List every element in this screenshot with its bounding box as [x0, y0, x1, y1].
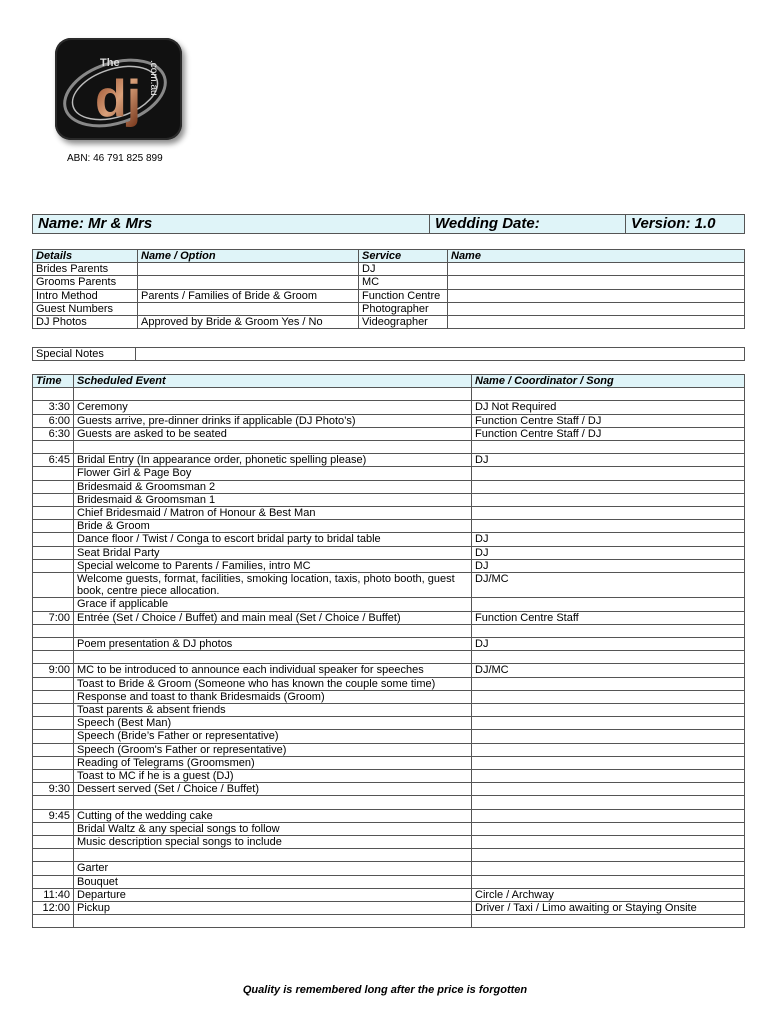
event-time[interactable]: [33, 915, 74, 928]
event-time[interactable]: [33, 507, 74, 520]
schedule-row: [33, 520, 745, 533]
service-name[interactable]: [448, 316, 745, 329]
event-coordinator[interactable]: Function Centre Staff / DJ: [472, 414, 745, 427]
event-time[interactable]: 9:45: [33, 809, 74, 822]
service-name[interactable]: [448, 302, 745, 315]
event-time[interactable]: [33, 730, 74, 743]
service-name-column-header: Name: [448, 250, 745, 263]
event-description[interactable]: Flower Girl & Page Boy: [74, 467, 472, 480]
event-time[interactable]: 3:30: [33, 401, 74, 414]
event-time[interactable]: 9:30: [33, 783, 74, 796]
version-label: Version: 1.0: [626, 215, 745, 234]
event-description[interactable]: Special welcome to Parents / Families, intro MC: [74, 559, 472, 572]
service-label: Function Centre: [359, 289, 448, 302]
schedule-row: [33, 401, 745, 414]
schedule-row: [33, 888, 745, 901]
event-time[interactable]: 7:00: [33, 611, 74, 624]
event-coordinator[interactable]: [472, 915, 745, 928]
schedule-row: [33, 770, 745, 783]
schedule-row: [33, 427, 745, 440]
event-coordinator[interactable]: [472, 467, 745, 480]
event-time[interactable]: [33, 573, 74, 598]
event-coordinator[interactable]: [472, 783, 745, 796]
event-coordinator[interactable]: DJ: [472, 546, 745, 559]
event-time[interactable]: [33, 796, 74, 809]
schedule-row: [33, 651, 745, 664]
event-description[interactable]: Cutting of the wedding cake: [74, 809, 472, 822]
schedule-row: [33, 730, 745, 743]
service-label: MC: [359, 276, 448, 289]
event-description[interactable]: Poem presentation & DJ photos: [74, 638, 472, 651]
event-time[interactable]: [33, 520, 74, 533]
detail-label: Brides Parents: [33, 263, 138, 276]
event-description[interactable]: [74, 915, 472, 928]
event-coordinator[interactable]: DJ Not Required: [472, 401, 745, 414]
event-description[interactable]: Guests arrive, pre-dinner drinks if applicable (DJ Photo’s): [74, 414, 472, 427]
schedule-row: [33, 573, 745, 598]
event-time[interactable]: 6:30: [33, 427, 74, 440]
event-time[interactable]: [33, 836, 74, 849]
event-time[interactable]: [33, 875, 74, 888]
event-description[interactable]: [74, 388, 472, 401]
event-coordinator[interactable]: [472, 796, 745, 809]
schedule-row: [33, 624, 745, 637]
event-coordinator[interactable]: DJ: [472, 533, 745, 546]
event-time[interactable]: [33, 388, 74, 401]
event-time[interactable]: [33, 638, 74, 651]
schedule-row: [33, 783, 745, 796]
event-description[interactable]: Welcome guests, format, facilities, smoking location, taxis, photo booth, guest book, centre piece allocation.: [74, 573, 472, 598]
service-label: Photographer: [359, 302, 448, 315]
schedule-row: [33, 467, 745, 480]
dj-logo-graphic: [55, 38, 182, 140]
event-description[interactable]: Speech (Best Man): [74, 717, 472, 730]
event-coordinator[interactable]: [472, 677, 745, 690]
event-description[interactable]: Ceremony: [74, 401, 472, 414]
event-coordinator[interactable]: [472, 849, 745, 862]
event-time[interactable]: [33, 559, 74, 572]
schedule-row: [33, 915, 745, 928]
event-description[interactable]: Toast to MC if he is a guest (DJ): [74, 770, 472, 783]
service-label: Videographer: [359, 316, 448, 329]
schedule-row: [33, 822, 745, 835]
service-column-header: Service: [359, 250, 448, 263]
event-description[interactable]: Bridal Entry (In appearance order, phonetic spelling please): [74, 454, 472, 467]
event-time[interactable]: [33, 770, 74, 783]
event-description[interactable]: Dance floor / Twist / Conga to escort bridal party to bridal table: [74, 533, 472, 546]
option-column-header: Name / Option: [138, 250, 359, 263]
event-time[interactable]: [33, 624, 74, 637]
event-column-header: Scheduled Event: [74, 375, 472, 388]
event-coordinator[interactable]: [472, 822, 745, 835]
schedule-row: [33, 454, 745, 467]
event-description[interactable]: Toast to Bride & Groom (Someone who has known the couple some time): [74, 677, 472, 690]
event-time[interactable]: [33, 546, 74, 559]
event-coordinator[interactable]: [472, 388, 745, 401]
details-table: [32, 249, 745, 329]
svg-text:.com.au: .com.au: [148, 60, 159, 96]
details-header-row: [33, 250, 745, 263]
event-description[interactable]: Response and toast to thank Bridesmaids (Groom): [74, 690, 472, 703]
details-row: [33, 289, 745, 302]
event-coordinator[interactable]: [472, 730, 745, 743]
event-coordinator[interactable]: [472, 690, 745, 703]
schedule-row: [33, 902, 745, 915]
event-coordinator[interactable]: [472, 493, 745, 506]
event-coordinator[interactable]: DJ: [472, 559, 745, 572]
event-coordinator[interactable]: Function Centre Staff / DJ: [472, 427, 745, 440]
detail-option[interactable]: Approved by Bride & Groom Yes / No: [138, 316, 359, 329]
svg-text:The: The: [100, 57, 120, 69]
event-coordinator[interactable]: DJ: [472, 454, 745, 467]
schedule-row: [33, 809, 745, 822]
event-time[interactable]: 12:00: [33, 902, 74, 915]
schedule-row: [33, 862, 745, 875]
event-time[interactable]: [33, 822, 74, 835]
schedule-row: [33, 546, 745, 559]
schedule-header-row: [33, 375, 745, 388]
schedule-row: [33, 638, 745, 651]
event-description[interactable]: MC to be introduced to announce each individual speaker for speeches: [74, 664, 472, 677]
event-time[interactable]: [33, 493, 74, 506]
event-time[interactable]: [33, 743, 74, 756]
schedule-row: [33, 414, 745, 427]
event-time[interactable]: [33, 480, 74, 493]
special-notes-field[interactable]: [136, 348, 745, 361]
details-column-header: Details: [33, 250, 138, 263]
schedule-row: [33, 690, 745, 703]
event-description[interactable]: Bouquet: [74, 875, 472, 888]
service-name[interactable]: [448, 276, 745, 289]
schedule-table: [32, 374, 745, 928]
event-description[interactable]: [74, 624, 472, 637]
schedule-row: [33, 717, 745, 730]
event-time[interactable]: [33, 717, 74, 730]
event-description[interactable]: Dessert served (Set / Choice / Buffet): [74, 783, 472, 796]
details-row: [33, 263, 745, 276]
schedule-row: [33, 677, 745, 690]
schedule-row: [33, 704, 745, 717]
abn-number: ABN: 46 791 825 899: [67, 153, 163, 164]
event-coordinator[interactable]: [472, 651, 745, 664]
time-column-header: Time: [33, 375, 74, 388]
event-coordinator[interactable]: [472, 875, 745, 888]
event-coordinator[interactable]: Function Centre Staff: [472, 611, 745, 624]
event-description[interactable]: Bridesmaid & Groomsman 1: [74, 493, 472, 506]
event-description[interactable]: Toast parents & absent friends: [74, 704, 472, 717]
footer-tagline: Quality is remembered long after the price is forgotten: [242, 984, 528, 996]
schedule-row: [33, 756, 745, 769]
special-notes-label: Special Notes: [33, 348, 136, 361]
event-description[interactable]: Music description special songs to include: [74, 836, 472, 849]
event-time[interactable]: [33, 849, 74, 862]
event-coordinator[interactable]: Driver / Taxi / Limo awaiting or Staying Onsite: [472, 902, 745, 915]
schedule-row: [33, 796, 745, 809]
schedule-row: [33, 507, 745, 520]
event-time[interactable]: 11:40: [33, 888, 74, 901]
event-description[interactable]: Speech (Bride’s Father or representative): [74, 730, 472, 743]
event-coordinator[interactable]: DJ/MC: [472, 573, 745, 598]
event-time[interactable]: [33, 704, 74, 717]
schedule-row: [33, 441, 745, 454]
event-time[interactable]: 6:00: [33, 414, 74, 427]
event-time[interactable]: [33, 441, 74, 454]
event-time[interactable]: [33, 862, 74, 875]
event-description[interactable]: Reading of Telegrams (Groomsmen): [74, 756, 472, 769]
schedule-row: [33, 836, 745, 849]
detail-label: Grooms Parents: [33, 276, 138, 289]
event-coordinator[interactable]: [472, 480, 745, 493]
event-time[interactable]: [33, 756, 74, 769]
svg-text:dj: dj: [95, 70, 142, 128]
schedule-row: [33, 388, 745, 401]
event-time[interactable]: 9:00: [33, 664, 74, 677]
event-description[interactable]: [74, 796, 472, 809]
event-coordinator[interactable]: DJ: [472, 638, 745, 651]
wedding-date[interactable]: Wedding Date:: [430, 215, 626, 234]
event-coordinator[interactable]: [472, 520, 745, 533]
detail-option[interactable]: [138, 276, 359, 289]
event-description[interactable]: Bride & Groom: [74, 520, 472, 533]
company-logo: [55, 38, 182, 140]
schedule-row: [33, 493, 745, 506]
event-description[interactable]: [74, 849, 472, 862]
details-row: [33, 316, 745, 329]
client-name[interactable]: Name: Mr & Mrs: [33, 215, 430, 234]
detail-label: Guest Numbers: [33, 302, 138, 315]
event-coordinator[interactable]: [472, 862, 745, 875]
event-coordinator[interactable]: [472, 836, 745, 849]
schedule-row: [33, 559, 745, 572]
schedule-row: [33, 598, 745, 611]
schedule-row: [33, 849, 745, 862]
detail-label: Intro Method: [33, 289, 138, 302]
event-coordinator[interactable]: [472, 770, 745, 783]
schedule-row: [33, 480, 745, 493]
event-coordinator[interactable]: [472, 717, 745, 730]
event-description[interactable]: Bridesmaid & Groomsman 2: [74, 480, 472, 493]
event-time[interactable]: 6:45: [33, 454, 74, 467]
event-description[interactable]: Grace if applicable: [74, 598, 472, 611]
schedule-row: [33, 743, 745, 756]
event-description[interactable]: Bridal Waltz & any special songs to follow: [74, 822, 472, 835]
service-name[interactable]: [448, 263, 745, 276]
coordinator-column-header: Name / Coordinator / Song: [472, 375, 745, 388]
event-coordinator[interactable]: [472, 624, 745, 637]
details-row: [33, 276, 745, 289]
event-description[interactable]: [74, 651, 472, 664]
event-coordinator[interactable]: [472, 507, 745, 520]
event-coordinator[interactable]: [472, 809, 745, 822]
event-coordinator[interactable]: [472, 756, 745, 769]
schedule-row: [33, 611, 745, 624]
event-description[interactable]: [74, 441, 472, 454]
service-label: DJ: [359, 263, 448, 276]
event-time[interactable]: [33, 677, 74, 690]
event-description[interactable]: Departure: [74, 888, 472, 901]
event-coordinator[interactable]: [472, 441, 745, 454]
event-description[interactable]: Seat Bridal Party: [74, 546, 472, 559]
detail-option[interactable]: [138, 263, 359, 276]
detail-option[interactable]: [138, 302, 359, 315]
event-time[interactable]: [33, 467, 74, 480]
event-description[interactable]: Entrée (Set / Choice / Buffet) and main meal (Set / Choice / Buffet): [74, 611, 472, 624]
event-description[interactable]: Pickup: [74, 902, 472, 915]
detail-label: DJ Photos: [33, 316, 138, 329]
event-description[interactable]: Guests are asked to be seated: [74, 427, 472, 440]
header-table: [32, 214, 745, 234]
event-coordinator[interactable]: [472, 743, 745, 756]
service-name[interactable]: [448, 289, 745, 302]
event-coordinator[interactable]: [472, 704, 745, 717]
event-time[interactable]: [33, 651, 74, 664]
event-time[interactable]: [33, 598, 74, 611]
event-description[interactable]: Speech (Groom's Father or representative): [74, 743, 472, 756]
detail-option[interactable]: Parents / Families of Bride & Groom: [138, 289, 359, 302]
event-time[interactable]: [33, 690, 74, 703]
details-row: [33, 302, 745, 315]
schedule-row: [33, 533, 745, 546]
event-time[interactable]: [33, 533, 74, 546]
event-coordinator[interactable]: [472, 598, 745, 611]
event-description[interactable]: Chief Bridesmaid / Matron of Honour & Best Man: [74, 507, 472, 520]
special-notes-table: [32, 347, 745, 361]
event-coordinator[interactable]: Circle / Archway: [472, 888, 745, 901]
event-description[interactable]: Garter: [74, 862, 472, 875]
event-coordinator[interactable]: DJ/MC: [472, 664, 745, 677]
schedule-row: [33, 664, 745, 677]
schedule-row: [33, 875, 745, 888]
